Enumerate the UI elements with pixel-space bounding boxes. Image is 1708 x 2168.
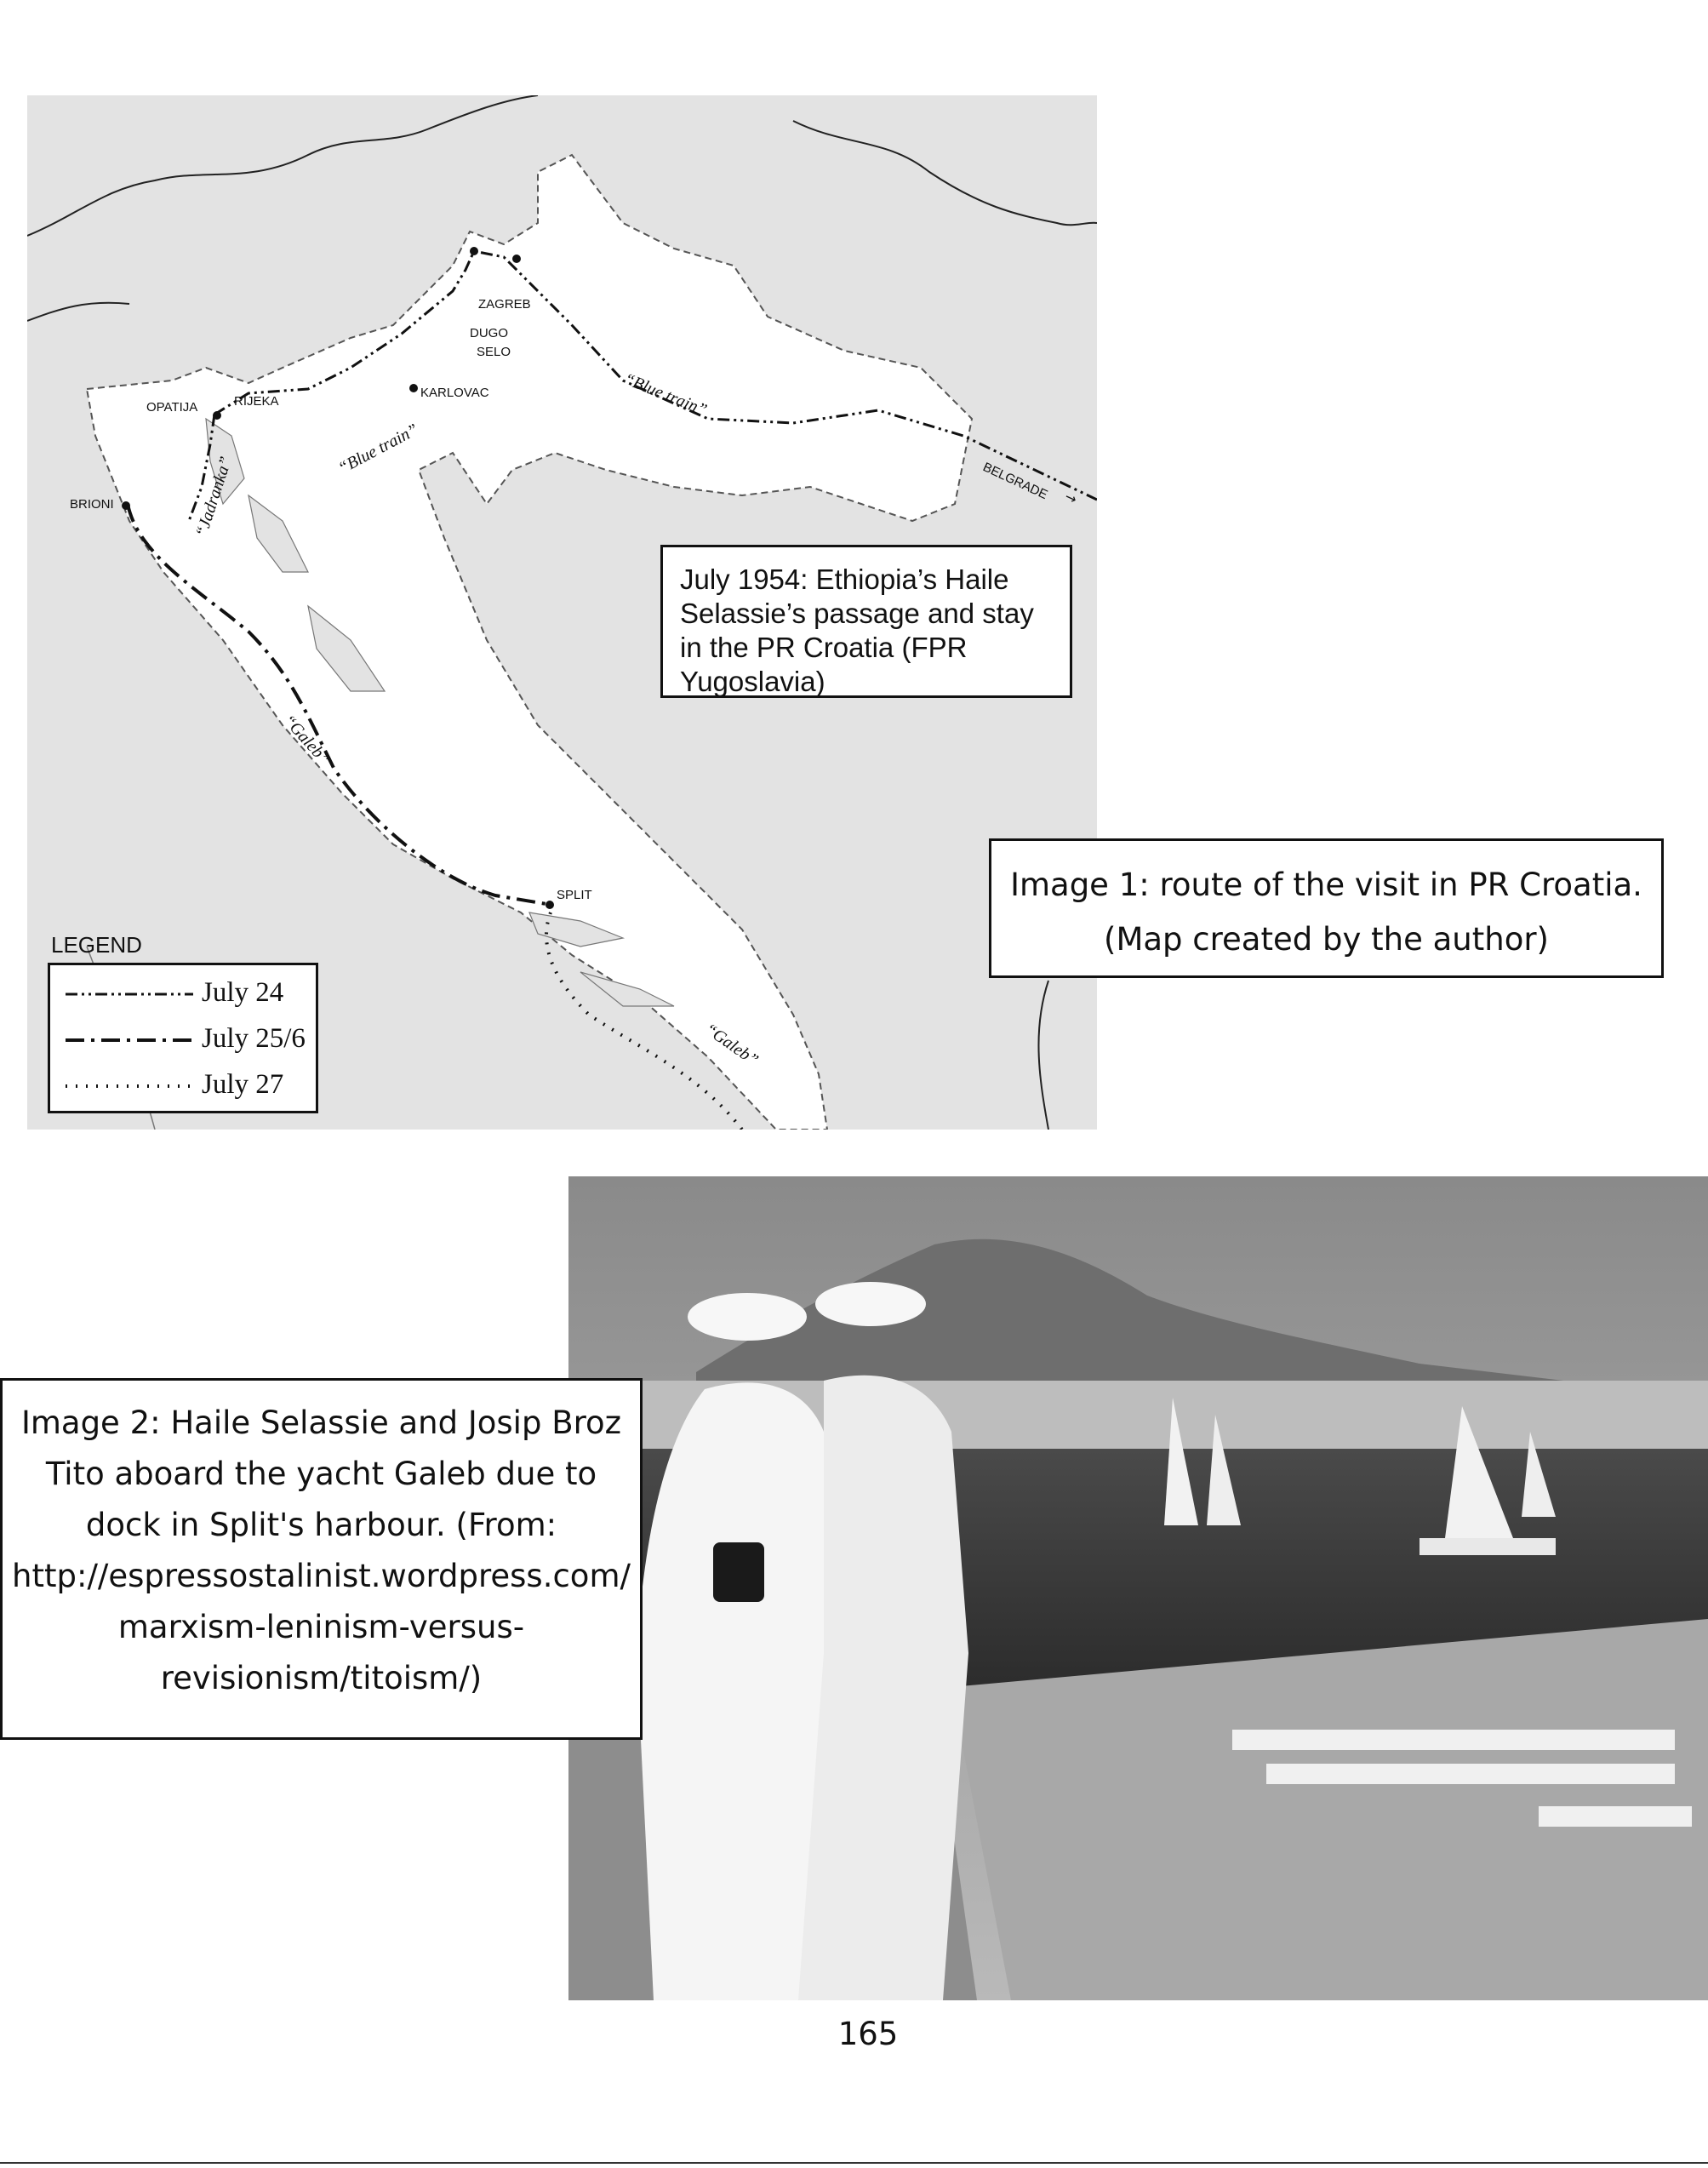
legend-item-july-25-26	[50, 1016, 316, 1062]
place-label-zagreb: ZAGREB	[478, 297, 531, 312]
legend-line-dotted	[66, 1078, 193, 1095]
route-label-jadranka: “Jadranka”	[191, 454, 236, 540]
officer-cap	[815, 1282, 926, 1326]
page-number: 165	[837, 2016, 899, 2052]
city-marker	[512, 255, 521, 263]
harbour-photo	[568, 1176, 1708, 2000]
route-label-galeb-south: “Galeb”	[701, 1020, 763, 1070]
legend-item-july-27	[50, 1062, 316, 1108]
city-marker	[122, 501, 130, 510]
place-label-split: SPLIT	[557, 888, 592, 902]
boat-hull	[1420, 1538, 1556, 1555]
officer-cap	[688, 1293, 807, 1341]
arrow-right-icon: →	[1062, 488, 1080, 508]
place-label-brioni: BRIONI	[70, 497, 114, 512]
legend-item-july-24	[50, 970, 316, 1016]
place-label-dugo-selo-2: SELO	[477, 345, 511, 359]
place-label-karlovac: KARLOVAC	[420, 386, 489, 400]
map-legend	[48, 963, 318, 1113]
figure-josip-broz-tito	[798, 1376, 968, 2000]
legend-line-dash-dot-dot	[66, 986, 193, 1003]
place-label-belgrade: BELGRADE	[980, 460, 1050, 503]
city-marker	[213, 411, 221, 420]
place-label-rijeka: RIJEKA	[234, 394, 279, 409]
photo-canvas	[568, 1176, 1708, 2000]
place-label-opatija: OPATIJA	[146, 400, 198, 415]
legend-label: July 27	[202, 1069, 284, 1100]
legend-line-dash-dot	[66, 1032, 193, 1049]
route-label-blue-train-east: “Blue train”	[621, 369, 710, 420]
legend-label: July 25/6	[202, 1023, 306, 1054]
place-label-dugo-selo-1: DUGO	[470, 326, 508, 340]
city-marker	[546, 901, 554, 909]
caption-image-1: Image 1: route of the visit in PR Croatia. (Map created by the author)	[989, 838, 1664, 978]
footer-rule	[0, 2162, 1708, 2164]
city-marker	[409, 384, 418, 392]
caption-image-2: Image 2: Haile Selassie and Josip Broz Tito aboard the yacht Galeb due to dock in Split's harbour. (From: http://espressostalinist.wordpress.com/marxism-leninism-versus-revisionism/titoism/)	[0, 1378, 643, 1740]
city-marker	[470, 247, 478, 255]
legend-heading: LEGEND	[51, 932, 142, 958]
legend-label: July 24	[202, 977, 284, 1008]
map-title-box: July 1954: Ethiopia’s Haile Selassie’s passage and stay in the PR Croatia (FPR Yugoslavia)	[660, 545, 1072, 698]
binoculars	[713, 1542, 764, 1602]
route-label-blue-train-west: “Blue train”	[335, 420, 422, 478]
route-label-galeb-north: “Galeb”	[279, 711, 334, 769]
